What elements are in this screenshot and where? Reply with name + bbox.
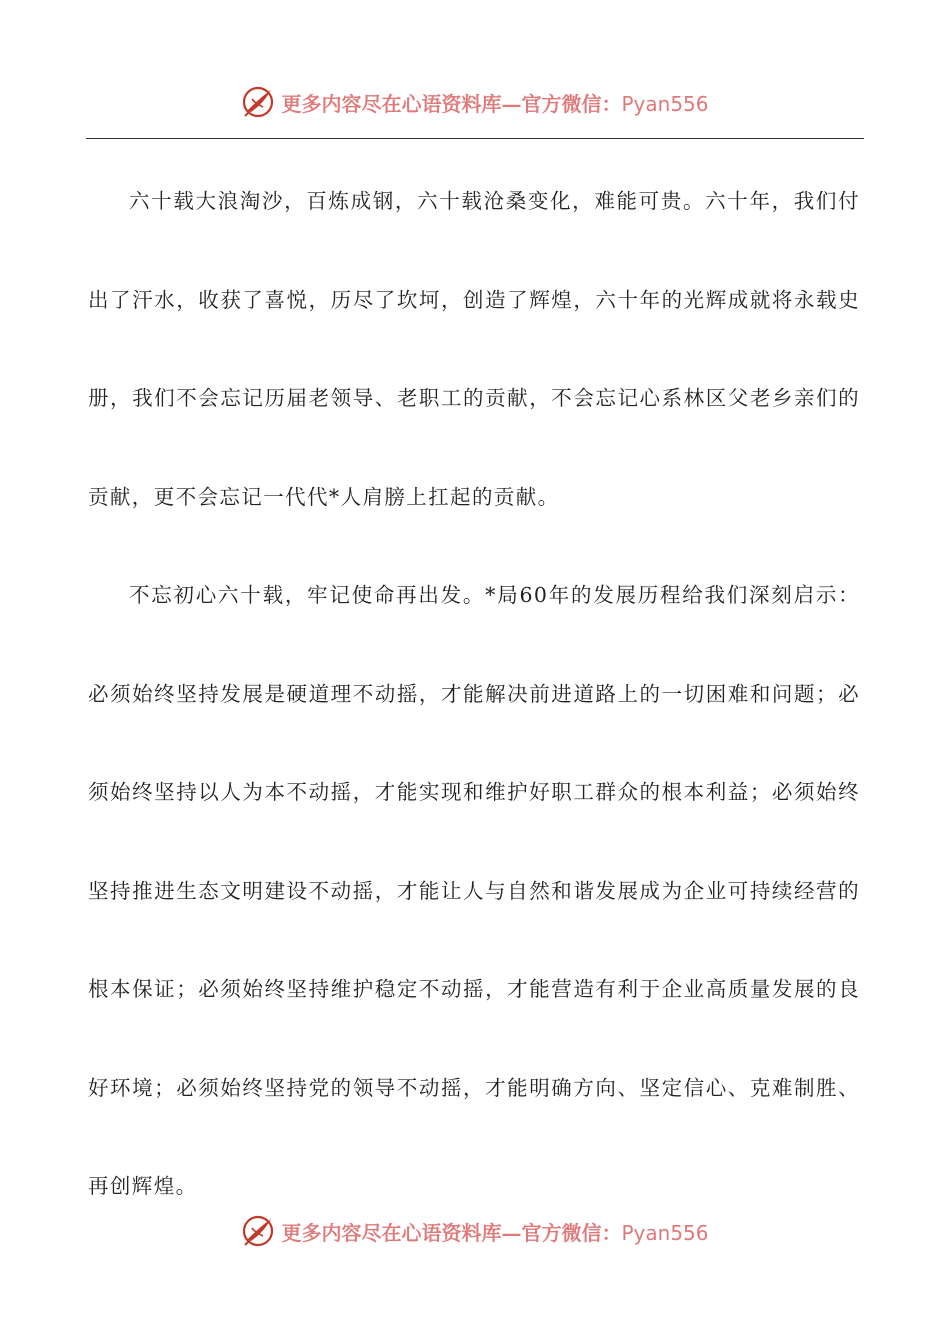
banner-cn-text: 更多内容尽在心语资料库—官方微信：	[281, 91, 622, 116]
footer-banner	[0, 1211, 950, 1251]
banner-wechat-id: Pyan556	[621, 1220, 709, 1245]
quill-pen-logo-icon	[241, 85, 275, 119]
header-banner	[0, 82, 950, 122]
quill-pen-logo-icon	[241, 1214, 275, 1248]
banner-text	[281, 1217, 708, 1246]
header-divider	[86, 138, 864, 139]
banner-text	[281, 88, 708, 117]
paragraph-1: 六十载大浪淘沙，百炼成钢，六十载沧桑变化，难能可贵。六十年，我们付出了汗水，收获了喜悦，历尽了坎坷，创造了辉煌，六十年的光辉成就将永载史册，我们不会忘记历届老领导、老职工的贡献，不会忘记心系林区父老乡亲们的贡献，更不会忘记一代代*人肩膀上扛起的贡献。	[88, 189, 860, 509]
banner-cn-text: 更多内容尽在心语资料库—官方微信：	[281, 1220, 622, 1245]
document-body	[88, 152, 860, 1236]
banner-wechat-id: Pyan556	[621, 91, 709, 116]
paragraph-2: 不忘初心六十载，牢记使命再出发。*局60年的发展历程给我们深刻启示：必须始终坚持发展是硬道理不动摇，才能解决前进道路上的一切困难和问题；必须始终坚持以人为本不动摇，才能实现和维护好职工群众的根本利益；必须始终坚持推进生态文明建设不动摇，才能让人与自然和谐发展成为企业可持续经营的根本保证；必须始终坚持维护稳定不动摇，才能营造有利于企业高质量发展的良好环境；必须始终坚持党的领导不动摇，才能明确方向、坚定信心、克难制胜、再创辉煌。	[88, 583, 860, 1198]
